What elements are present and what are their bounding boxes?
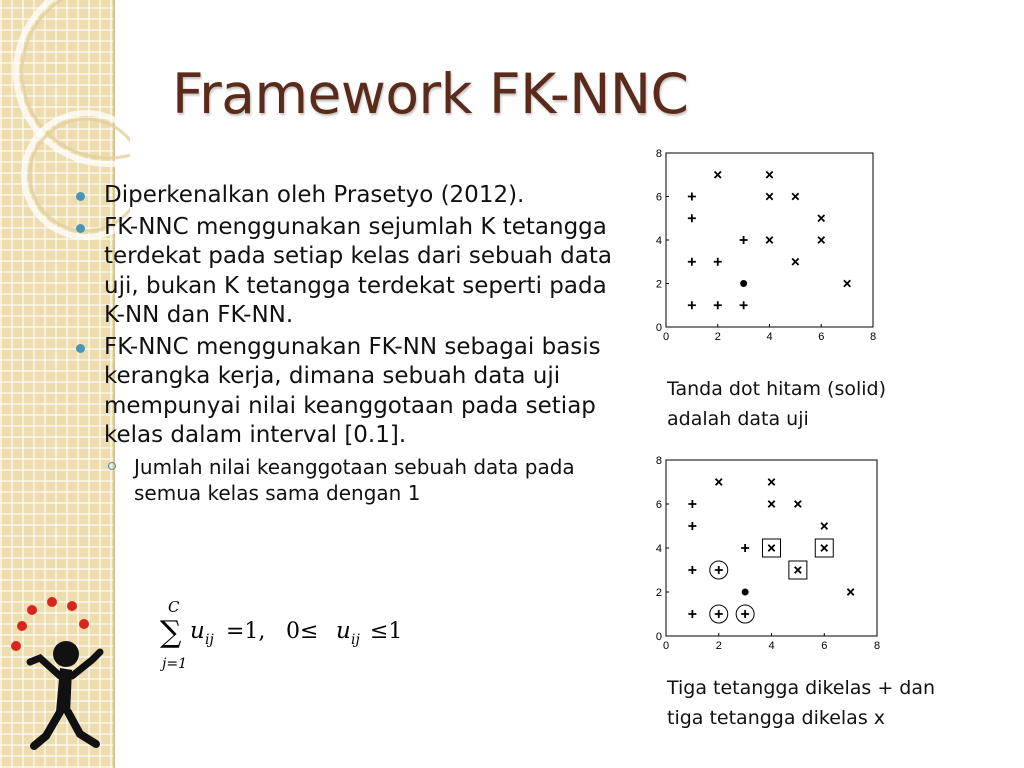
y-tick-label: 0 <box>655 322 662 334</box>
caption-bottom-line: tiga tetangga dikelas x <box>667 707 886 729</box>
bullet-item <box>74 333 614 506</box>
formula-zero-leq: 0≤ <box>286 619 319 644</box>
x-tick-label: 8 <box>869 331 877 343</box>
formula-subscript-left: ij <box>205 632 214 648</box>
test-data-dot <box>742 589 749 596</box>
formula-lower-limit: j=1 <box>162 656 187 672</box>
bullet-item: Diperkenalkan oleh Prasetyo (2012). <box>74 181 614 211</box>
formula-sum-sign: ∑ <box>160 615 182 650</box>
y-tick-label: 8 <box>655 455 662 467</box>
caption-bottom <box>667 673 935 733</box>
x-tick-label: 2 <box>715 640 722 652</box>
y-tick-label: 4 <box>655 235 662 247</box>
x-tick-label: 4 <box>766 331 773 343</box>
scatter-chart-top <box>640 142 890 350</box>
x-tick-label: 6 <box>821 640 828 652</box>
y-tick-label: 6 <box>655 191 662 204</box>
y-tick-label: 6 <box>655 499 662 511</box>
formula-equals-one: =1, <box>226 619 266 644</box>
formula-upper-limit: C <box>168 598 180 616</box>
x-tick-label: 0 <box>662 331 670 343</box>
sub-bullet-list <box>104 454 614 506</box>
formula-u-right: u <box>336 618 351 644</box>
sub-bullet-item: Jumlah nilai keanggotaan sebuah data pada semua kelas sama dengan 1 <box>104 454 614 506</box>
formula-subscript-right: ij <box>351 632 360 648</box>
caption-top-line: adalah data uji <box>667 408 809 430</box>
bullet-text: FK-NNC menggunakan FK-NN sebagai basis kerangka kerja, dimana sebuah data uji mempunyai nilai keanggotaan pada setiap kelas dalam interval [0.1]. <box>104 333 601 448</box>
formula-u-left: u <box>190 618 205 644</box>
bullet-list <box>74 181 614 508</box>
formula-leq-one: ≤1 <box>370 619 403 644</box>
y-tick-label: 2 <box>655 587 662 599</box>
x-tick-label: 0 <box>662 640 670 652</box>
y-tick-label: 8 <box>655 148 662 160</box>
bullet-item: FK-NNC menggunakan sejumlah K tetangga terdekat pada setiap kelas dari sebuah data uji, bukan K tetangga terdekat seperti pada K-NN dan FK-NN. <box>74 213 614 331</box>
juggler-icon <box>10 596 110 766</box>
test-data-dot <box>740 280 747 287</box>
x-tick-label: 8 <box>873 640 881 652</box>
x-tick-label: 2 <box>714 331 721 343</box>
caption-bottom-line: Tiga tetangga dikelas + dan <box>667 677 936 699</box>
slide-title: Framework FK-NNC <box>172 62 689 126</box>
membership-formula <box>160 596 420 676</box>
scatter-chart-bottom <box>640 450 890 660</box>
caption-top-line: Tanda dot hitam (solid) <box>667 378 886 400</box>
y-tick-label: 4 <box>655 543 662 555</box>
x-tick-label: 4 <box>768 640 775 652</box>
y-tick-label: 2 <box>655 278 662 291</box>
y-tick-label: 0 <box>655 631 662 643</box>
caption-top <box>667 374 886 434</box>
x-tick-label: 6 <box>818 331 825 343</box>
